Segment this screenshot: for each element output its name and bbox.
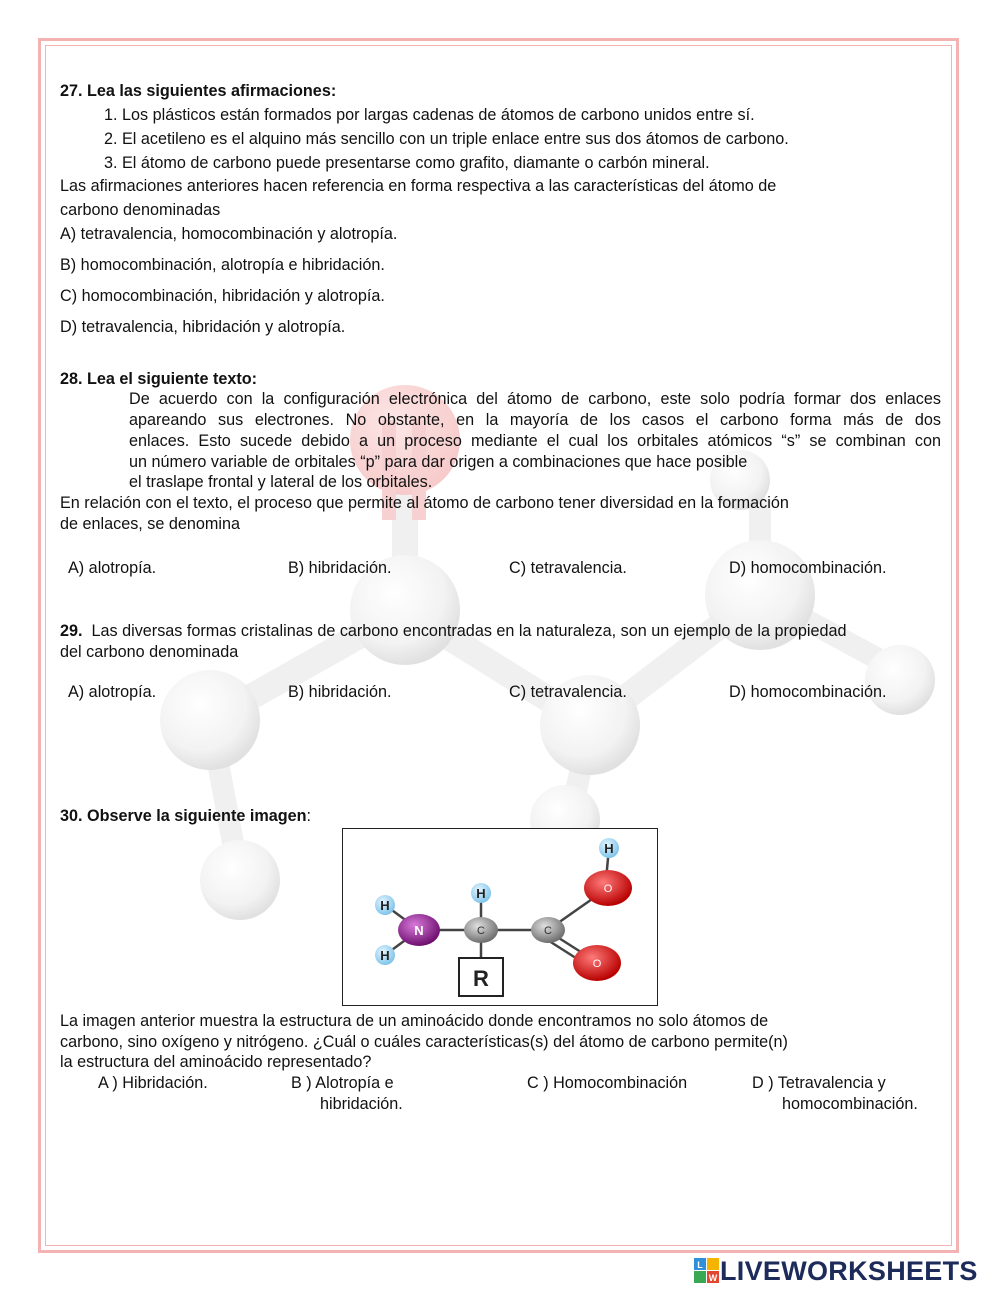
q29-option-a[interactable]: A) alotropía. xyxy=(68,683,157,701)
q28-passage-line2: apareando sus electrones. No obstante, en la mayoría de los casos el carbono forma más de dos xyxy=(129,411,941,429)
q28-title: 28. Lea el siguiente texto: xyxy=(60,370,258,388)
q28-prompt-line2: de enlaces, se denomina xyxy=(60,515,240,533)
q30-option-d[interactable] xyxy=(752,1074,886,1093)
atom-label-h3: H xyxy=(476,886,486,901)
q30-option-d-text: Tetravalencia y xyxy=(777,1074,886,1092)
atom-label-h2: H xyxy=(380,948,390,963)
q27-option-b[interactable]: B) homocombinación, alotropía e hibridación. xyxy=(60,256,385,274)
q28-option-a[interactable]: A) alotropía. xyxy=(68,559,157,577)
q27-statement-1: 1. Los plásticos están formados por largas cadenas de átomos de carbono unidos entre sí. xyxy=(104,106,755,124)
q28-prompt-line1: En relación con el texto, el proceso que permite al átomo de carbono tener diversidad en la formación xyxy=(60,494,789,512)
q29-text: Las diversas formas cristalinas de carbono encontradas en la naturaleza, son un ejemplo de la propiedad xyxy=(91,622,847,640)
q29-text-line1 xyxy=(60,621,847,642)
q27-statement-2: 2. El acetileno es el alquino más sencillo con un triple enlace entre sus dos átomos de carbono. xyxy=(104,130,789,148)
q30-option-b-letter: B ) xyxy=(291,1074,312,1092)
bonds xyxy=(385,848,609,967)
q30-option-a-letter: A ) xyxy=(98,1074,118,1092)
q30-option-a-text: Hibridación. xyxy=(122,1074,208,1092)
atom-label-n: N xyxy=(414,923,424,938)
q30-option-b[interactable] xyxy=(291,1074,394,1093)
atom-label-o2: O xyxy=(592,958,602,970)
q27-statement-3: 3. El átomo de carbono puede presentarse como grafito, diamante o carbón mineral. xyxy=(104,154,710,172)
atom-label-h4: H xyxy=(604,841,614,856)
q27-prompt-line1: Las afirmaciones anteriores hacen referencia en forma respectiva a las características del átomo de xyxy=(60,177,777,195)
q28-passage-line5: el traslape frontal y lateral de los orbitales. xyxy=(129,473,433,491)
q27-option-c[interactable]: C) homocombinación, hibridación y alotropía. xyxy=(60,287,385,305)
q27-title: 27. Lea las siguientes afirmaciones: xyxy=(60,82,337,100)
q28-option-c[interactable]: C) tetravalencia. xyxy=(509,559,627,577)
q27-option-d[interactable]: D) tetravalencia, hibridación y alotropía. xyxy=(60,318,346,336)
q30-option-d-text-line2: homocombinación. xyxy=(782,1095,918,1113)
q30-option-c-letter: C ) xyxy=(527,1074,549,1092)
q27-option-a[interactable]: A) tetravalencia, homocombinación y alotropía. xyxy=(60,225,398,243)
liveworksheets-logo[interactable] xyxy=(694,1257,978,1285)
q30-option-c[interactable] xyxy=(527,1074,687,1093)
atom-label-c2: C xyxy=(544,925,552,937)
liveworksheets-logo-icon xyxy=(694,1258,720,1284)
q30-prompt-line1: La imagen anterior muestra la estructura de un aminoácido donde encontramos no solo átomos de xyxy=(60,1012,769,1030)
q30-option-b-text: Alotropía e xyxy=(315,1074,394,1092)
q28-option-b[interactable]: B) hibridación. xyxy=(288,559,392,577)
q29-number: 29. xyxy=(60,622,83,640)
q30-title-line xyxy=(60,806,311,827)
q30-title: 30. Observe la siguiente imagen xyxy=(60,807,307,825)
atom-label-o1: O xyxy=(603,883,613,895)
q29-text-line2: del carbono denominada xyxy=(60,643,239,661)
logo-letter-w: W xyxy=(708,1273,718,1283)
q29-option-c[interactable]: C) tetravalencia. xyxy=(509,683,627,701)
atom-label-c1: C xyxy=(477,925,485,937)
brand-name: LIVEWORKSHEETS xyxy=(720,1255,978,1286)
side-chain-label: R xyxy=(473,966,489,991)
amino-acid-image xyxy=(342,828,658,1006)
q27-prompt-line2: carbono denominadas xyxy=(60,201,221,219)
q28-passage-line4: un número variable de orbitales “p” para dar origen a combinaciones que hace posible xyxy=(129,453,748,471)
q30-colon: : xyxy=(306,807,312,825)
q28-passage-line1: De acuerdo con la configuración electrónica del átomo de carbono, este solo podría formar dos enlaces xyxy=(129,390,941,408)
q28-option-d[interactable]: D) homocombinación. xyxy=(729,559,887,577)
q30-prompt-line3: la estructura del aminoácido representado? xyxy=(60,1053,372,1071)
q30-option-d-letter: D ) xyxy=(752,1074,774,1092)
q29-option-b[interactable]: B) hibridación. xyxy=(288,683,392,701)
q30-prompt-line2: carbono, sino oxígeno y nitrógeno. ¿Cuál o cuáles características(s) del átomo de carbono permite(n) xyxy=(60,1033,788,1051)
atom-label-h1: H xyxy=(380,898,390,913)
q30-option-c-text: Homocombinación xyxy=(553,1074,688,1092)
q30-option-a[interactable] xyxy=(98,1074,208,1093)
amino-acid-diagram xyxy=(343,829,657,1005)
logo-letter-l: L xyxy=(697,1260,703,1270)
q29-option-d[interactable]: D) homocombinación. xyxy=(729,683,887,701)
q30-option-b-text-line2: hibridación. xyxy=(320,1095,403,1113)
q28-passage-line3: enlaces. Esto sucede debido a un proceso mediante el cual los orbitales atómicos “s” se combinan con xyxy=(129,432,941,450)
